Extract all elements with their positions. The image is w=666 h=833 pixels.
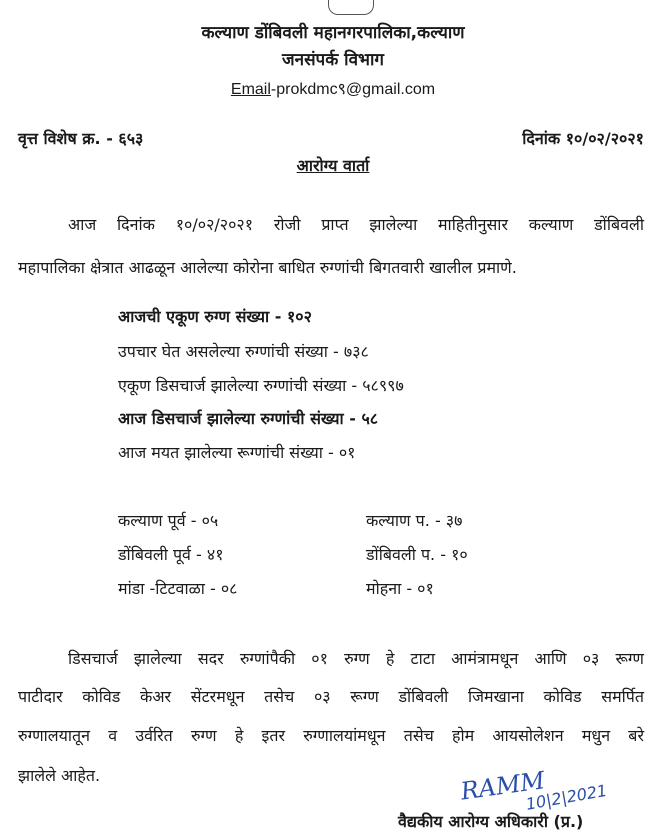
email-line: [0, 77, 666, 99]
signature-date: 10|2|2021: [524, 780, 609, 814]
department-name: जनसंपर्क विभाग: [282, 50, 384, 70]
area-manda-titwala: मांडा -टिटवाळा - ०८: [118, 579, 238, 598]
discharge-line-2: पाटीदार कोविड केअर सेंटरमधून तसेच ०३ रूग्ण डोंबिवली जिमखाना कोविड समर्पित: [18, 687, 644, 706]
stat-today-deaths: आज मयत झालेल्या रूग्णांची संख्या - ०१: [118, 443, 356, 462]
bulletin-number: वृत्त विशेष क्र. - ६५३: [18, 129, 144, 148]
intro-line-2: महापालिका क्षेत्रात आढळून आलेल्या कोरोना बाधित रुग्णांची बिगतवारी खालील प्रमाणे.: [18, 258, 517, 277]
stat-total-discharged: एकूण डिसचार्ज झालेल्या रुग्णांची संख्या - ५८९९७: [118, 376, 404, 395]
area-kalyan-east: कल्याण पूर्व - ०५: [118, 511, 219, 530]
stat-today-discharged: आज डिसचार्ज झालेल्या रुग्णांची संख्या - ५८: [118, 409, 379, 428]
intro-line-1: आज दिनांक १०/०२/२०२१ रोजी प्राप्त झालेल्या माहितीनुसार कल्याण डोंबिवली: [68, 215, 644, 234]
bulletin-date: दिनांक १०/०२/२०२१: [522, 129, 644, 148]
signature-scribble: RAMM: [458, 766, 547, 806]
area-dombivli-east: डोंबिवली पूर्व - ४१: [118, 545, 224, 564]
org-name: कल्याण डोंबिवली महानगरपालिका,कल्याण: [201, 23, 465, 43]
discharge-line-3: रुग्णालयातून व उर्वरित रुग्ण हे इतर रुग्णालयांमधून तसेच होम आयसोलेशन मधुन बरे: [18, 726, 644, 745]
subject-title: आरोग्य वार्ता: [296, 156, 370, 175]
discharge-line-1: डिसचार्ज झालेल्या सदर रुग्णांपैकी ०१ रुग्ण हे टाटा आमंत्रामधून आणि ०३ रूग्ण: [68, 649, 644, 668]
email-value: -prokdmc९@gmail.com: [270, 81, 436, 98]
handwritten-signature: [455, 765, 625, 815]
area-kalyan-west: कल्याण प. - ३७: [366, 511, 463, 530]
discharge-line-4: झालेले आहेत.: [18, 766, 101, 785]
officer-title: वैद्यकीय आरोग्य अधिकारी (प्र.): [398, 812, 584, 831]
stat-under-treatment: उपचार घेत असलेल्या रुग्णांची संख्या - ७३८: [118, 342, 369, 361]
emblem-icon: [328, 0, 374, 15]
stat-total-cases: आजची एकूण रुग्ण संख्या - १०२: [118, 307, 312, 326]
area-dombivli-west: डोंबिवली प. - १०: [366, 545, 468, 564]
email-label: Email: [230, 81, 271, 98]
area-mohana: मोहना - ०१: [366, 579, 434, 598]
